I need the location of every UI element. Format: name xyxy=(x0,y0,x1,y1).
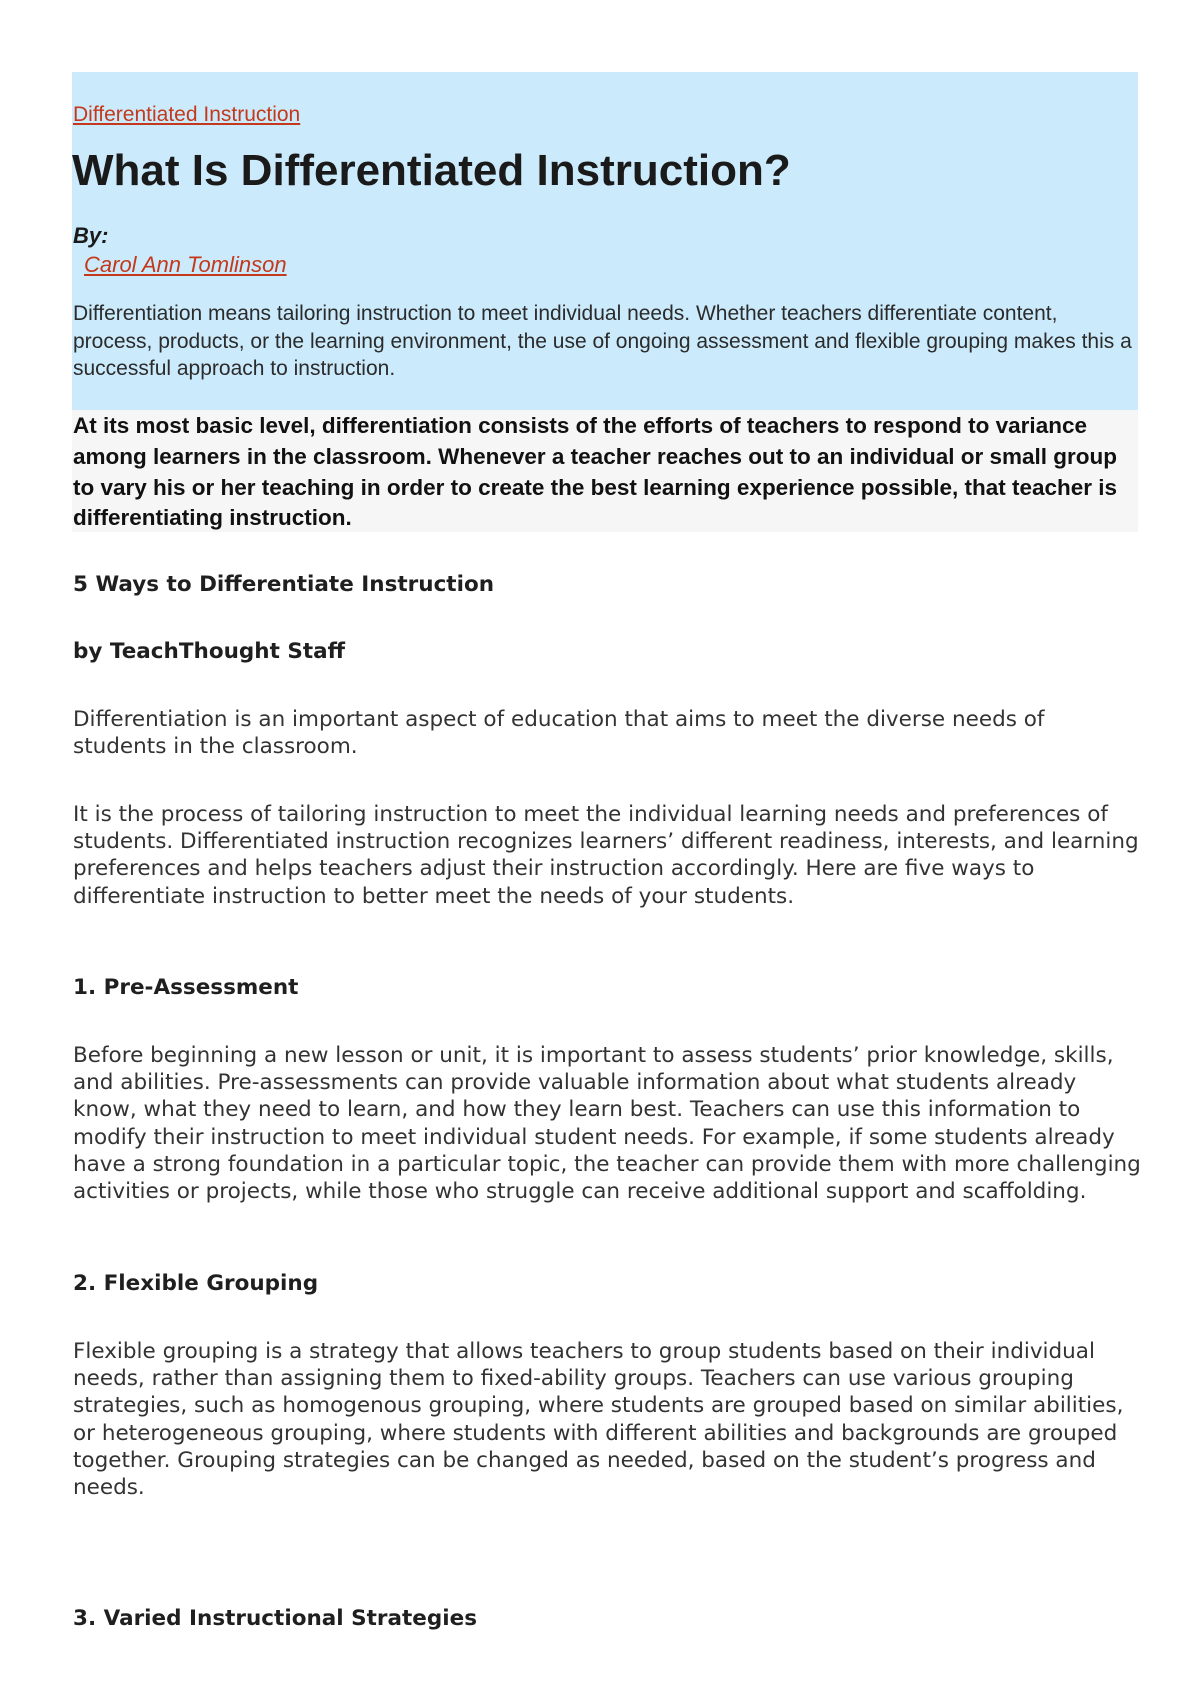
section-heading-varied-strategies: 3. Varied Instructional Strategies xyxy=(73,1606,478,1631)
section-body-flexible-grouping: Flexible grouping is a strategy that allows teachers to group students based on their individual needs, rather than assigning them to fixed-ability groups. Teachers can use various grouping strategies, such as homogenous grouping, where students are grouped based on similar abilities, or heterogeneous grouping, where students with different abilities and backgrounds are grouped together. Grouping strategies can be changed as needed, based on the student’s progress and needs. xyxy=(73,1339,1124,1501)
summary-text: Differentiation means tailoring instruction to meet individual needs. Whether teachers differentiate content, process, products, or the learning environment, the use of ongoing assessment and flexible grouping makes this a successful approach to instruction. xyxy=(73,302,1132,380)
by-label: By: xyxy=(73,223,109,248)
intro-paragraph-2: It is the process of tailoring instruction to meet the individual learning needs and preferences of students. Differentiated instruction recognizes learners’ different readiness, interests, and learning preferences and helps teachers adjust their instruction accordingly. Here are five ways to differentiate instruction to better meet the needs of your students. xyxy=(73,802,1139,909)
article-title: 5 Ways to Differentiate Instruction xyxy=(73,572,495,597)
section-heading-pre-assessment: 1. Pre-Assessment xyxy=(73,975,299,1000)
author-link[interactable]: Carol Ann Tomlinson xyxy=(84,252,287,277)
breadcrumb-link[interactable]: Differentiated Instruction xyxy=(73,103,301,126)
intro-paragraph-1: Differentiation is an important aspect of education that aims to meet the diverse needs of students in the classroom. xyxy=(73,707,1045,760)
highlight-quote: At its most basic level, differentiation consists of the efforts of teachers to respond to variance among learners in the classroom. Whenever a teacher reaches out to an individual or small group to vary his or her teaching in order to create the best learning experience possible, that teacher is differentiating instruction. xyxy=(73,413,1118,531)
article-byline: by TeachThought Staff xyxy=(73,639,346,664)
page-title: What Is Differentiated Instruction? xyxy=(72,146,791,195)
section-body-pre-assessment: Before beginning a new lesson or unit, it is important to assess students’ prior knowledge, skills, and abilities. Pre-assessments can provide valuable information about what students already know, what they need to learn, and how they learn best. Teachers can use this information to modify their instruction to meet individual student needs. For example, if some students already have a strong foundation in a particular topic, the teacher can provide them with more challenging activities or projects, while those who struggle can receive additional support and scaffolding. xyxy=(73,1043,1141,1205)
section-heading-flexible-grouping: 2. Flexible Grouping xyxy=(73,1271,319,1296)
